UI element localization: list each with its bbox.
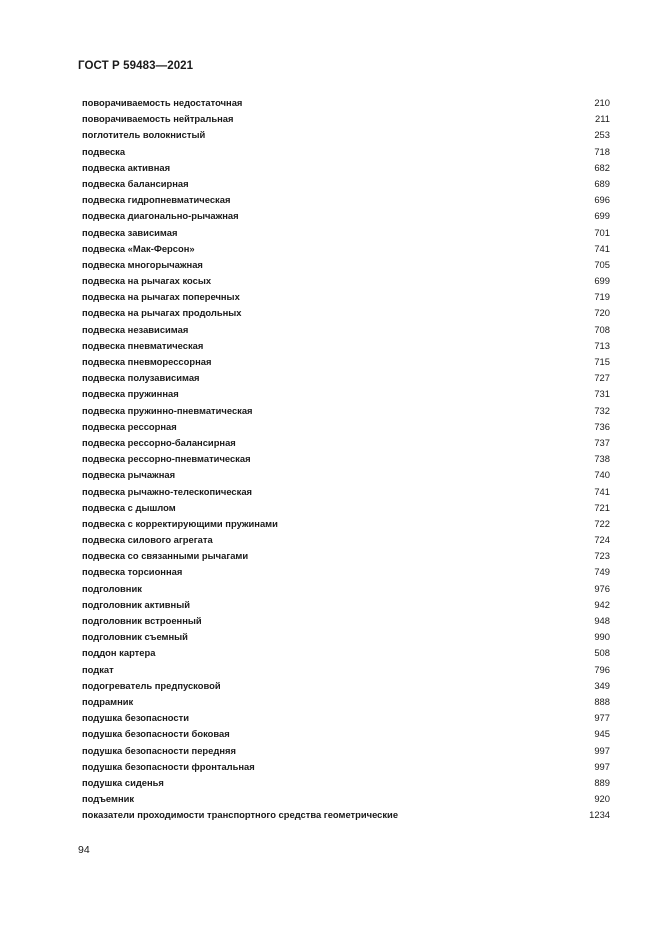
index-entry: [82, 581, 610, 597]
index-entry: [82, 775, 610, 791]
index-page-ref: 699: [594, 210, 610, 222]
index-term: подвеска активная: [82, 161, 171, 173]
index-term: подвеска рессорно-пневматическая: [82, 453, 251, 465]
index-entry: [82, 257, 610, 273]
index-entry: [82, 645, 610, 661]
index-page-ref: 977: [594, 712, 610, 724]
index-term: подвеска силового агрегата: [82, 534, 213, 546]
index-term: подушка безопасности передняя: [82, 744, 236, 756]
index-page-ref: 713: [594, 339, 610, 351]
index-page-ref: 715: [594, 356, 610, 367]
index-term: подвеска зависимая: [82, 226, 178, 238]
index-entry: [82, 354, 610, 370]
index-page-ref: 741: [594, 242, 610, 254]
index-entry: [82, 451, 610, 467]
index-entry: [82, 613, 610, 629]
index-entry: [82, 500, 610, 516]
index-term: поглотитель волокнистый: [82, 129, 206, 141]
index-term: подвеска с дышлом: [82, 501, 176, 513]
index-page-ref: 738: [594, 453, 610, 465]
index-page-ref: 948: [594, 615, 610, 626]
index-term: подвеска: [82, 145, 126, 157]
index-term: подвеска пневморессорная: [82, 356, 212, 367]
index-term: подвеска на рычагах продольных: [82, 307, 242, 319]
index-term: подушка сиденья: [82, 776, 164, 788]
document-header: ГОСТ Р 59483—2021: [78, 60, 194, 72]
index-page-ref: 699: [594, 275, 610, 287]
index-entry: [82, 435, 610, 451]
index-page-ref: 1234: [589, 809, 610, 821]
index-term: подвеска со связанными рычагами: [82, 550, 249, 562]
index-page-ref: 689: [594, 177, 610, 189]
index-entry: [82, 241, 610, 257]
index-term: подголовник съемный: [82, 631, 188, 643]
index-list: [82, 95, 610, 823]
index-page-ref: 889: [594, 776, 610, 788]
index-term: подвеска «Мак-Ферсон»: [82, 242, 195, 254]
index-page-ref: 723: [594, 550, 610, 562]
index-page-ref: 737: [594, 436, 610, 448]
index-entry: [82, 386, 610, 402]
index-entry: [82, 403, 610, 419]
index-page-ref: 741: [594, 485, 610, 497]
index-entry: [82, 160, 610, 176]
index-entry: [82, 710, 610, 726]
index-page-ref: 796: [594, 663, 610, 675]
index-entry: [82, 516, 610, 532]
index-term: показатели проходимости транспортного средства геометрические: [82, 809, 399, 821]
index-page-ref: 997: [594, 760, 610, 772]
index-term: подкат: [82, 663, 114, 675]
index-term: подвеска пневматическая: [82, 339, 204, 351]
index-term: подвеска на рычагах косых: [82, 275, 212, 287]
index-entry: [82, 370, 610, 386]
index-page-ref: 718: [594, 145, 610, 157]
index-term: подушка безопасности: [82, 712, 189, 724]
index-page-ref: 721: [594, 501, 610, 513]
index-entry: [82, 662, 610, 678]
index-term: подушка безопасности фронтальная: [82, 760, 255, 772]
index-term: подогреватель предпусковой: [82, 679, 221, 691]
index-page-ref: 253: [594, 129, 610, 141]
index-term: подголовник активный: [82, 598, 190, 610]
index-page-ref: 720: [594, 307, 610, 319]
index-term: подголовник встроенный: [82, 615, 202, 626]
index-entry: [82, 111, 610, 127]
index-page-ref: 942: [594, 598, 610, 610]
index-term: подвеска полузависимая: [82, 372, 200, 384]
page-number: 94: [78, 844, 90, 856]
index-term: подвеска рычажная: [82, 469, 176, 481]
index-entry: [82, 807, 610, 823]
index-term: подъемник: [82, 793, 135, 805]
index-term: подвеска рычажно-телескопическая: [82, 485, 253, 497]
index-term: подвеска с корректирующими пружинами: [82, 517, 278, 529]
index-page-ref: 701: [594, 226, 610, 238]
index-entry: [82, 726, 610, 742]
index-entry: [82, 467, 610, 483]
index-page-ref: 508: [594, 647, 610, 659]
index-entry: [82, 759, 610, 775]
index-entry: [82, 419, 610, 435]
index-term: подвеска многорычажная: [82, 258, 203, 270]
index-page-ref: 732: [594, 404, 610, 416]
index-term: подвеска гидропневматическая: [82, 194, 231, 206]
index-page-ref: 976: [594, 582, 610, 594]
index-term: подвеска на рычагах поперечных: [82, 291, 240, 303]
index-entry: [82, 484, 610, 500]
index-entry: [82, 694, 610, 710]
index-term: поддон картера: [82, 647, 156, 659]
index-entry: [82, 208, 610, 224]
index-entry: [82, 743, 610, 759]
index-page-ref: 210: [594, 97, 610, 108]
index-page-ref: 997: [594, 744, 610, 756]
index-page-ref: 211: [595, 113, 610, 125]
index-page-ref: 731: [594, 388, 610, 400]
index-entry: [82, 564, 610, 580]
index-page-ref: 945: [594, 728, 610, 740]
index-entry: [82, 192, 610, 208]
index-page-ref: 888: [594, 695, 610, 707]
index-term: подвеска независимая: [82, 323, 189, 335]
index-term: подвеска рессорно-балансирная: [82, 436, 236, 448]
index-page-ref: 719: [594, 291, 610, 303]
index-page-ref: 722: [594, 517, 610, 529]
index-page-ref: 740: [594, 469, 610, 481]
index-term: подвеска торсионная: [82, 566, 183, 578]
index-term: подвеска пружинно-пневматическая: [82, 404, 253, 416]
index-page-ref: 682: [594, 161, 610, 173]
index-entry: [82, 322, 610, 338]
index-page-ref: 696: [594, 194, 610, 206]
index-entry: [82, 548, 610, 564]
index-page-ref: 727: [594, 372, 610, 384]
index-page-ref: 708: [594, 323, 610, 335]
index-entry: [82, 629, 610, 645]
index-term: подрамник: [82, 695, 134, 707]
index-entry: [82, 338, 610, 354]
index-term: подвеска балансирная: [82, 177, 189, 189]
index-page-ref: 990: [594, 631, 610, 643]
index-term: поворачиваемость недостаточная: [82, 97, 243, 108]
index-entry: [82, 678, 610, 694]
index-page-ref: 749: [594, 566, 610, 578]
index-page-ref: 736: [594, 420, 610, 432]
index-entry: [82, 225, 610, 241]
index-entry: [82, 305, 610, 321]
index-entry: [82, 144, 610, 160]
index-entry: [82, 127, 610, 143]
index-term: подушка безопасности боковая: [82, 728, 230, 740]
index-term: подвеска рессорная: [82, 420, 177, 432]
index-entry: [82, 289, 610, 305]
index-page-ref: 920: [594, 793, 610, 805]
index-entry: [82, 176, 610, 192]
index-page-ref: 724: [594, 534, 610, 546]
index-term: поворачиваемость нейтральная: [82, 113, 234, 125]
index-term: подвеска пружинная: [82, 388, 179, 400]
index-term: подвеска диагонально-рычажная: [82, 210, 239, 222]
index-entry: [82, 95, 610, 111]
index-page-ref: 349: [594, 679, 610, 691]
index-page-ref: 705: [594, 258, 610, 270]
index-entry: [82, 791, 610, 807]
index-entry: [82, 273, 610, 289]
index-entry: [82, 532, 610, 548]
index-term: подголовник: [82, 582, 142, 594]
index-entry: [82, 597, 610, 613]
